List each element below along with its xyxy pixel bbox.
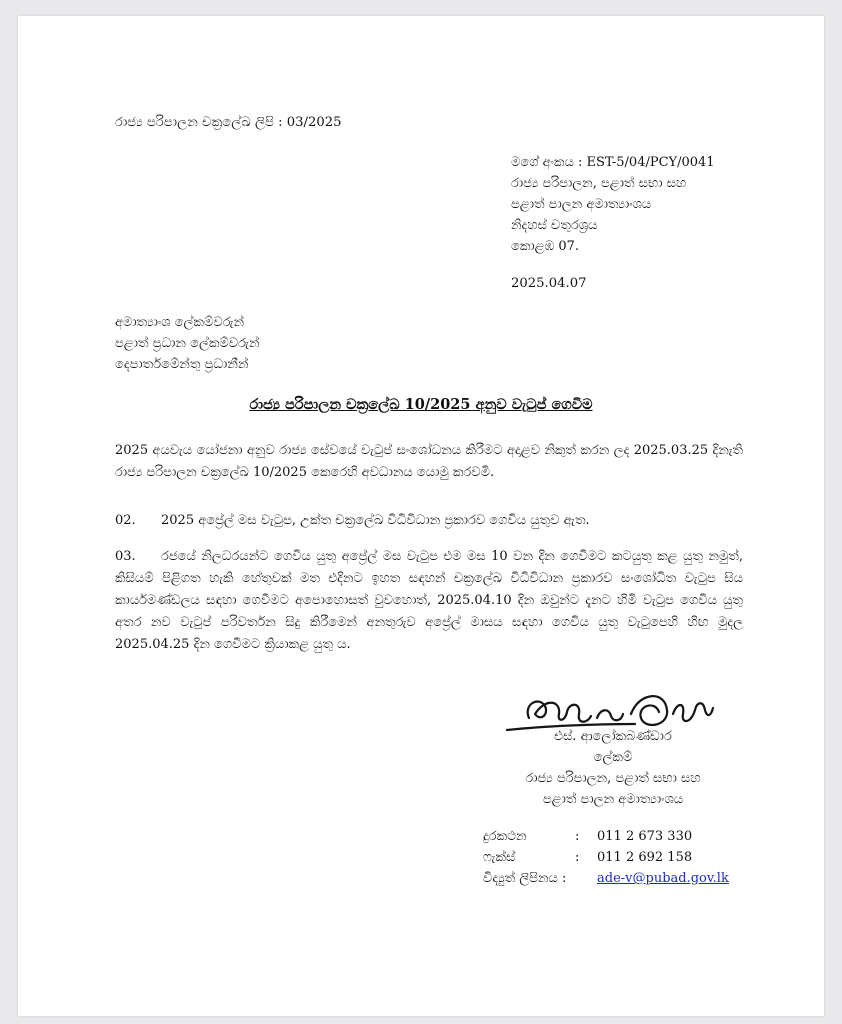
address-line: නිදහස් චතුරශ්‍රය	[511, 218, 598, 233]
address-line: කොළඹ 07.	[511, 239, 580, 254]
address-line: රාජ්‍ය පරිපාලන, පළාත් සභා සහ	[511, 176, 687, 191]
contact-label: ෆැක්ස්	[483, 850, 516, 865]
recipient-line: දෙපාර්තමේන්තු ප්‍රධානීන්	[115, 357, 249, 372]
document-page	[18, 16, 824, 1016]
letter-date: 2025.04.07	[511, 276, 587, 291]
phone-number: 011 2 673 330	[597, 829, 693, 844]
contact-label: විද්‍යුත් ලිපිනය :	[483, 871, 567, 886]
paragraph-3	[115, 546, 743, 656]
paragraph-1	[115, 440, 743, 484]
fax-number: 011 2 692 158	[597, 850, 693, 865]
paragraph-number: 02.	[115, 513, 136, 528]
paragraph-text: රජයේ නිලධරයන්ට ගෙවිය යුතු අප්‍රේල් මස වැටුප එම මස 10 වන දින ගෙවීමට කටයුතු කළ යුතු නමුත්, කිසියම් පිළිගත හැකි හේතුවක් මත එදිනට ඉහත සඳහන් චක්‍රලේඛ විධිවිධාන ප්‍රකාරව සංශෝධිත වැටුප සිය කාර්යමණ්ඩලය සඳහා ගෙවීමට අපොහොසත් වුවහොත්, 2025.04.10 දින ඔවුන්ට දැනට හිමි වැටුප ගෙවිය යුතු අතර නව වැටුප් පරිවර්තන සිදු කිරීමෙන් අනතුරුව අප්‍රේල් මාසය සඳහා ගෙවිය යුතු වැටුපෙහි හිඟ මුදල 2025.04.25 දින ගෙවීමට ක්‍රියාකළ යුතු ය.	[115, 549, 743, 652]
signatory-title: ලේකම්	[593, 750, 633, 765]
contact-row-fax	[483, 847, 729, 868]
email-link[interactable]: ade-v@pubad.gov.lk	[597, 871, 729, 886]
colon-separator: :	[575, 829, 580, 844]
sender-address-block	[511, 152, 715, 257]
ministry-line: රාජ්‍ය පරිපාලන, පළාත් සභා සහ	[525, 771, 701, 786]
signatory-name: එස්. ආලෝකබණ්ඩාර	[554, 729, 672, 744]
paragraph-text: 2025 අයවැය යෝජනා අනුව රාජ්‍ය සේවයේ වැටුප් සංශෝධනය කිරීමට අදාළව නිකුත් කරන ලද 2025.03.25 දිනැති රාජ්‍ය පරිපාලන චක්‍රලේඛ 10/2025 කෙරෙහි අවධානය යොමු කරවමි.	[115, 443, 743, 480]
colon-separator: :	[575, 850, 580, 865]
circular-reference: රාජ්‍ය පරිපාලන චක්‍රලේඛ ලිපි : 03/2025	[115, 115, 342, 130]
contact-label: දුරකථන	[483, 829, 527, 844]
recipient-line: පළාත් ප්‍රධාන ලේකම්වරුන්	[115, 336, 260, 351]
paragraph-number: 03.	[115, 549, 136, 564]
contact-details	[483, 826, 729, 889]
contact-row-phone	[483, 826, 729, 847]
ministry-line: පළාත් පාලන අමාත්‍යාංශය	[542, 792, 684, 807]
signatory-block	[478, 726, 748, 810]
recipients-block	[115, 312, 260, 375]
my-number: මගේ අංකය : EST-5/04/PCY/0041	[511, 155, 715, 170]
contact-row-email	[483, 868, 729, 889]
recipient-line: අමාත්‍යාංශ ලේකම්වරුන්	[115, 315, 245, 330]
paragraph-2	[115, 510, 743, 532]
subject-heading: රාජ්‍ය පරිපාලන චක්‍රලේඛ 10/2025 අනුව වැටුප් ගෙවීම	[249, 396, 593, 413]
paragraph-text: 2025 අප්‍රේල් මස වැටුප, උක්ත චක්‍රලේඛ විධිවිධාන ප්‍රකාරව ගෙවිය යුතුව ඇත.	[161, 513, 590, 528]
address-line: පළාත් පාලන අමාත්‍යාංශය	[511, 197, 652, 212]
